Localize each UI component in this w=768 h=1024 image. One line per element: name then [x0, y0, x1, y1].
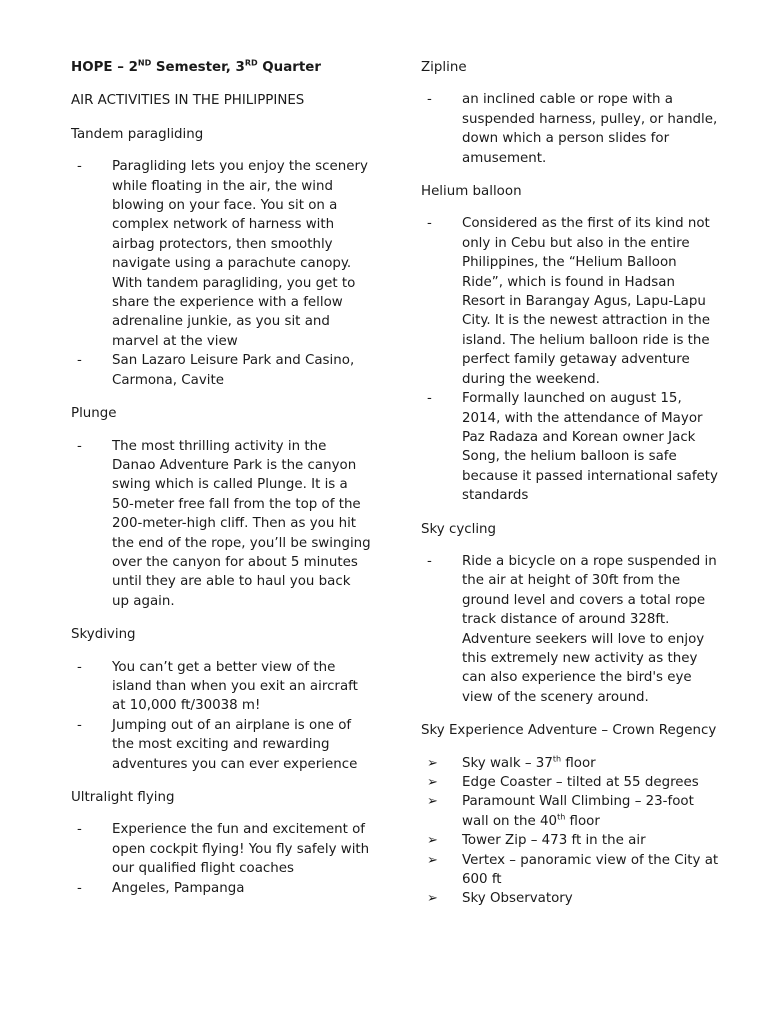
bullet-list: [421, 214, 721, 505]
list-item-text: You can’t get a better view of the island than when you exit an aircraft at 10,000 ft/30038 m!: [112, 659, 358, 714]
bullet-list: [71, 157, 371, 390]
title-part: HOPE – 2: [71, 60, 138, 75]
bullet-list: [71, 658, 371, 774]
bullet-list: [421, 90, 721, 168]
arrow-bullet-icon: ➢: [427, 755, 438, 771]
section-heading-helium-balloon: Helium balloon: [421, 184, 522, 200]
ordinal-superscript: th: [552, 754, 562, 764]
dash-marker: -: [77, 438, 82, 454]
section-heading-tandem-paragliding: Tandem paragliding: [71, 126, 204, 142]
list-item: [71, 879, 371, 898]
dash-marker: -: [427, 553, 432, 569]
list-item-text: The most thrilling activity in the Danao Adventure Park is the canyon swing which is called Plunge. It is a 50-meter free fall from the top of the 200-meter-high cliff. Then as you hit the end of the rope, you’ll be swinging over the canyon for about 5 minutes until they are able to haul you back up again.: [112, 438, 371, 609]
title-superscript: ND: [137, 58, 152, 68]
list-item: [421, 90, 721, 168]
bullet-list: [421, 552, 721, 707]
section-heading-plunge: Plunge: [71, 406, 117, 422]
list-item-text: Vertex – panoramic view of the City at 600 ft: [462, 852, 719, 888]
list-item: [71, 820, 371, 878]
dash-marker: -: [427, 92, 432, 108]
list-item-text: Jumping out of an airplane is one of the most exciting and rewarding adventures you can ever experience: [112, 717, 358, 772]
list-item: [71, 658, 371, 716]
arrow-bullet-icon: ➢: [427, 833, 438, 849]
arrow-bullet-icon: ➢: [427, 775, 438, 790]
title-part: Quarter: [257, 60, 321, 75]
title-superscript: RD: [244, 58, 258, 68]
dash-marker: -: [77, 353, 82, 369]
list-item: [71, 157, 371, 351]
section-heading-zipline: Zipline: [421, 60, 467, 75]
section-heading-sky-cycling: Sky cycling: [421, 521, 497, 537]
bullet-list: [71, 820, 371, 898]
list-item-text: San Lazaro Leisure Park and Casino, Carmona, Cavite: [112, 353, 355, 388]
document-title: [71, 58, 371, 77]
section-heading-skydiving: Skydiving: [71, 627, 136, 643]
list-item: [421, 214, 721, 389]
section-heading-ultralight-flying: Ultralight flying: [71, 790, 175, 805]
list-item: [71, 351, 371, 390]
dash-marker: -: [77, 659, 82, 675]
list-item-text: Edge Coaster – tilted at 55 degrees: [462, 775, 699, 790]
list-item-text: Angeles, Pampanga: [112, 880, 245, 896]
arrow-bullet-icon: ➢: [427, 852, 438, 868]
title-part: Semester, 3: [151, 60, 245, 75]
list-item: [421, 792, 721, 831]
list-item: [421, 773, 721, 792]
list-item: [421, 889, 721, 908]
list-item: [421, 552, 721, 707]
list-item-text: floor: [561, 755, 596, 771]
arrow-bullet-icon: ➢: [427, 891, 438, 907]
list-item-text: Considered as the first of its kind not only in Cebu but also in the entire Philippines, the “Helium Balloon Ride”, which is found in Hadsan Resort in Barangay Agus, Lapu-Lapu City. It is the newest attraction in the island. The helium balloon ride is the perfect family getaway adventure during the weekend.: [462, 216, 711, 387]
arrow-bullet-list: [421, 754, 721, 909]
dash-marker: -: [427, 216, 432, 232]
list-item-text: Ride a bicycle on a rope suspended in the air at height of 30ft from the ground level and covers a total rope track distance of around 328ft. Adventure seekers will love to enjoy this extremely new activity as they can also experience the bird's eye view of the scenery around.: [462, 553, 717, 705]
list-item-text: Sky Observatory: [462, 891, 573, 907]
arrow-bullet-icon: ➢: [427, 794, 438, 810]
bullet-list: [71, 437, 371, 612]
dash-marker: -: [77, 717, 82, 733]
ordinal-superscript: th: [557, 812, 566, 822]
dash-marker: -: [427, 391, 432, 407]
list-item-text: Sky walk – 37: [462, 755, 553, 771]
list-item-text: Formally launched on august 15, 2014, with the attendance of Mayor Paz Radaza and Korean owner Jack Song, the helium balloon is safe because it passed international safety standards: [462, 391, 718, 504]
list-item-text: Experience the fun and excitement of open cockpit flying! You fly safely with our qualified flight coaches: [112, 822, 370, 877]
dash-marker: -: [77, 880, 82, 896]
list-item: [421, 389, 721, 505]
list-item: [421, 851, 721, 890]
list-item-text: floor: [565, 813, 600, 829]
list-item-text: Paramount Wall Climbing – 23-foot wall on the 40: [462, 794, 694, 829]
document-subtitle: AIR ACTIVITIES IN THE PHILIPPINES: [71, 93, 305, 109]
dash-marker: -: [77, 822, 82, 838]
right-column: [421, 58, 721, 923]
list-item: [421, 831, 721, 850]
list-item-text: Paragliding lets you enjoy the scenery while floating in the air, the wind blowing on your face. You sit on a complex network of harness with airbag protectors, then smoothly navigate using a parachute canopy. With tandem paragliding, you get to share the experience with a fellow adrenaline junkie, as you sit and marvel at the view: [112, 159, 368, 349]
list-item-text: Tower Zip – 473 ft in the air: [462, 833, 646, 849]
list-item-text: an inclined cable or rope with a suspended harness, pulley, or handle, down which a person slides for amusement.: [462, 92, 718, 166]
list-item: [71, 716, 371, 774]
left-column: [71, 58, 371, 912]
dash-marker: -: [77, 159, 82, 175]
list-item: [71, 437, 371, 612]
list-item: [421, 754, 721, 773]
section-heading-sky-experience-adventure: Sky Experience Adventure – Crown Regency: [421, 723, 717, 739]
